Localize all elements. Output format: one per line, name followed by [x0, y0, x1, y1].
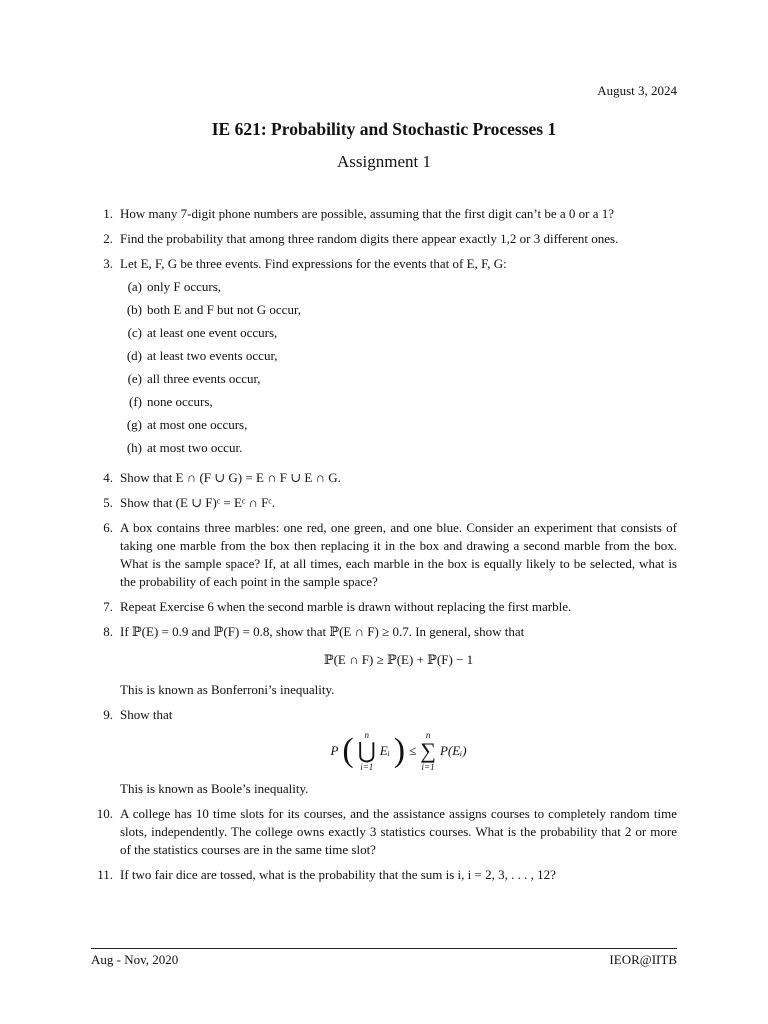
- problem-number: 6.: [103, 520, 113, 535]
- subpart-g: [120, 416, 677, 434]
- problem-text: Let E, F, G be three events. Find expressions for the events that of E, F, G:: [120, 256, 507, 271]
- subpart-text: only F occurs,: [147, 279, 222, 294]
- problem-body: [120, 623, 677, 699]
- subpart-label: (b): [126, 302, 142, 317]
- problem-list: [91, 205, 677, 891]
- problem-number: 4.: [103, 470, 113, 485]
- footer-course-dates: Aug - Nov, 2020: [91, 952, 179, 967]
- problem-5: [91, 494, 677, 512]
- subpart-text: both E and F but not G occur,: [147, 302, 302, 317]
- union-symbol: ⋃: [357, 738, 376, 763]
- union-upper-limit: n: [364, 730, 369, 740]
- union-lower-limit: i=1: [360, 762, 374, 772]
- problem-number: 3.: [103, 256, 113, 271]
- left-paren: (: [342, 732, 354, 769]
- problem-text: Repeat Exercise 6 when the second marble is drawn without replacing the first marble.: [120, 599, 572, 614]
- problem-1: [91, 205, 677, 223]
- problem-number: 9.: [103, 707, 113, 722]
- problem-text: Show that E ∩ (F ∪ G) = E ∩ F ∪ E ∩ G.: [120, 470, 341, 485]
- prob-symbol: P: [330, 743, 339, 758]
- bonferroni-equation: ℙ(E ∩ F) ≥ ℙ(E) + ℙ(F) − 1: [323, 652, 474, 667]
- sum-operator: [420, 730, 436, 772]
- subpart-text: all three events occur,: [147, 371, 261, 386]
- problem-9: [91, 706, 677, 798]
- document-date: August 3, 2024: [597, 83, 677, 98]
- problem-10: [91, 805, 677, 859]
- subpart-label: (f): [129, 394, 142, 409]
- problem-text: A box contains three marbles: one red, one green, and one blue. Consider an experiment that consists of taking one marble from the box then replacing it in the box and drawing a second marble from the box. What is the sample space? If, at all times, each marble in the box is equally likely to be selected, what is the probability of each point in the sample space?: [120, 520, 677, 589]
- problem-number: 2.: [103, 231, 113, 246]
- subpart-label: (g): [126, 417, 142, 432]
- problem-number: 5.: [103, 495, 113, 510]
- problem-3: [91, 255, 677, 462]
- sum-term: P(Eᵢ): [439, 743, 467, 758]
- document-subtitle: Assignment 1: [337, 152, 431, 171]
- problem-text: If two fair dice are tossed, what is the probability that the sum is i, i = 2, 3, . . . , 12?: [120, 867, 556, 882]
- union-operator: [358, 730, 376, 772]
- problem-text: Show that (E ∪ F)ᶜ = Eᶜ ∩ Fᶜ.: [120, 495, 275, 510]
- subpart-b: [120, 301, 677, 319]
- problem-number: 1.: [103, 206, 113, 221]
- subpart-label: (c): [127, 325, 142, 340]
- problem-body: [120, 706, 677, 798]
- subpart-text: at least one event occurs,: [147, 325, 278, 340]
- footer-department: IEOR@IITB: [609, 952, 677, 967]
- problem-number: 8.: [103, 624, 113, 639]
- sum-symbol: ∑: [420, 738, 436, 763]
- problem-text: A college has 10 time slots for its courses, and the assistance assigns courses to completely random time slots, independently. The college owns exactly 3 statistics courses. What is the probability that 2 or more of the statistics courses are in the same time slot?: [120, 806, 677, 857]
- subpart-text: at most one occurs,: [147, 417, 248, 432]
- problem-text: If ℙ(E) = 0.9 and ℙ(F) = 0.8, show that ℙ(E ∩ F) ≥ 0.7. In general, show that: [120, 624, 525, 639]
- problem-8: [91, 623, 677, 699]
- leq-symbol: ≤: [409, 743, 417, 758]
- subpart-label: (d): [126, 348, 142, 363]
- problem-body: [120, 255, 677, 462]
- subpart-text: at most two occur.: [147, 440, 243, 455]
- subpart-label: (h): [126, 440, 142, 455]
- subpart-text: none occurs,: [147, 394, 213, 409]
- subpart-h: [120, 439, 677, 457]
- problem-6: [91, 519, 677, 591]
- subpart-label: (e): [127, 371, 142, 386]
- problem-number: 10.: [96, 806, 113, 821]
- subpart-c: [120, 324, 677, 342]
- subpart-text: at least two events occur,: [147, 348, 278, 363]
- footer-divider: [91, 948, 677, 949]
- problem-text: Show that: [120, 707, 173, 722]
- sum-upper-limit: n: [425, 730, 431, 740]
- problem-text: Find the probability that among three random digits there appear exactly 1,2 or 3 different ones.: [120, 231, 619, 246]
- subpart-a: [120, 278, 677, 296]
- problem-number: 11.: [97, 867, 113, 882]
- problem-note: This is known as Bonferroni’s inequality.: [120, 682, 335, 697]
- right-paren: ): [393, 732, 406, 769]
- problem-number: 7.: [103, 599, 113, 614]
- problem-note: This is known as Boole’s inequality.: [120, 781, 309, 796]
- sum-lower-limit: i=1: [421, 762, 435, 772]
- subpart-d: [120, 347, 677, 365]
- subpart-label: (a): [127, 279, 142, 294]
- problem-2: [91, 230, 677, 248]
- subpart-f: [120, 393, 677, 411]
- problem-11: [91, 866, 677, 884]
- problem-4: [91, 469, 677, 487]
- union-term: Eᵢ: [379, 743, 390, 758]
- problem-7: [91, 598, 677, 616]
- document-title: IE 621: Probability and Stochastic Processes 1: [211, 119, 557, 139]
- subpart-list: [120, 278, 677, 457]
- subpart-e: [120, 370, 677, 388]
- problem-text: How many 7-digit phone numbers are possible, assuming that the first digit can’t be a 0 or a 1?: [120, 206, 615, 221]
- boole-equation: [120, 730, 677, 772]
